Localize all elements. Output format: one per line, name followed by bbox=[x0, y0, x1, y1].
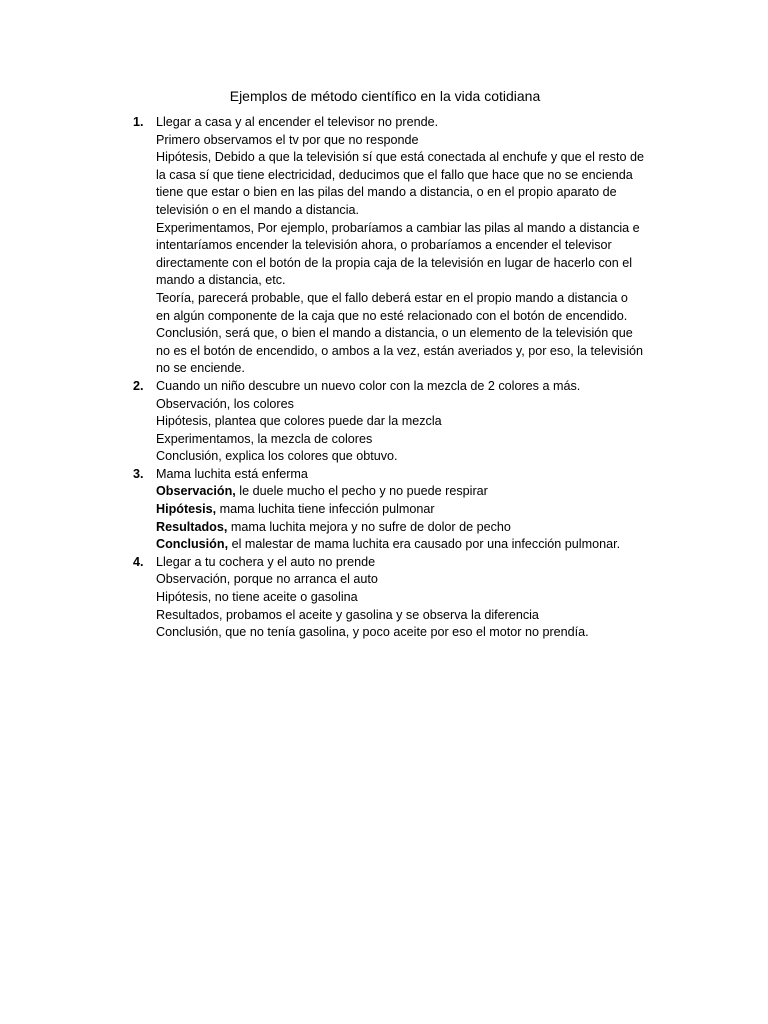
example-number: 3. bbox=[133, 466, 144, 481]
example-line-labeled bbox=[156, 536, 663, 554]
step-label: Observación, bbox=[156, 484, 236, 499]
example-line: Observación, los colores bbox=[156, 396, 294, 411]
example-line: Resultados, probamos el aceite y gasolina y se observa la diferencia bbox=[156, 607, 539, 622]
example-line: directamente con el botón de la propia caja de la televisión en lugar de hacerlo con el bbox=[156, 255, 633, 270]
example-line: Conclusión, será que, o bien el mando a distancia, o un elemento de la televisión que bbox=[156, 326, 633, 341]
example-line-labeled bbox=[156, 501, 663, 519]
step-label: Resultados, bbox=[156, 519, 228, 534]
example-line: Hipótesis, no tiene aceite o gasolina bbox=[156, 590, 358, 605]
example-line: en algún componente de la caja que no esté relacionado con el botón de encendido. bbox=[156, 308, 628, 323]
example-line-labeled bbox=[156, 483, 663, 501]
example-line: Observación, porque no arranca el auto bbox=[156, 572, 378, 587]
step-label: Conclusión, bbox=[156, 537, 229, 552]
example-item bbox=[133, 378, 663, 466]
example-line: intentaríamos encender la televisión ahora, o probaríamos a encender el televisor bbox=[156, 238, 612, 253]
examples-list bbox=[133, 114, 663, 642]
example-item bbox=[133, 466, 663, 554]
example-number: 1. bbox=[133, 115, 144, 129]
example-line: tiene que estar o bien en las pilas del mando a distancia, o en el propio aparato de bbox=[156, 185, 617, 200]
step-text: mama luchita tiene infección pulmonar bbox=[216, 502, 435, 517]
step-text: el malestar de mama luchita era causado por una infección pulmonar. bbox=[228, 537, 621, 552]
document-title-text: Ejemplos de método científico en la vida cotidiana bbox=[229, 88, 541, 104]
example-number: 2. bbox=[133, 378, 144, 393]
example-line: Experimentamos, la mezcla de colores bbox=[156, 431, 373, 446]
example-line: Experimentamos, Por ejemplo, probaríamos a cambiar las pilas al mando a distancia e bbox=[156, 220, 640, 235]
step-text: le duele mucho el pecho y no puede respirar bbox=[235, 484, 488, 499]
step-label: Hipótesis, bbox=[156, 502, 217, 517]
example-line: Hipótesis, plantea que colores puede dar la mezcla bbox=[156, 414, 442, 429]
document-title bbox=[0, 86, 768, 106]
example-line: Teoría, parecerá probable, que el fallo deberá estar en el propio mando a distancia o bbox=[156, 290, 628, 305]
example-line: televisión o en el mando a distancia. bbox=[156, 202, 360, 217]
example-line: Conclusión, explica los colores que obtuvo. bbox=[156, 449, 398, 464]
example-line: Llegar a tu cochera y el auto no prende bbox=[156, 554, 376, 569]
example-line: Cuando un niño descubre un nuevo color con la mezcla de 2 colores a más. bbox=[156, 378, 581, 393]
example-number: 4. bbox=[133, 554, 144, 569]
example-line: Primero observamos el tv por que no responde bbox=[156, 132, 419, 147]
example-item bbox=[133, 114, 663, 378]
example-line: no se enciende. bbox=[156, 361, 245, 376]
example-line: no es el botón de encendido, o ambos a la vez, están averiados y, por eso, la televisión bbox=[156, 343, 644, 358]
example-line: mando a distancia, etc. bbox=[156, 273, 286, 288]
example-line: Mama luchita está enferma bbox=[156, 466, 308, 481]
example-line: Hipótesis, Debido a que la televisión sí que está conectada al enchufe y que el resto de bbox=[156, 150, 644, 165]
step-text: mama luchita mejora y no sufre de dolor de pecho bbox=[227, 519, 511, 534]
example-item bbox=[133, 554, 663, 642]
example-line: Llegar a casa y al encender el televisor no prende. bbox=[156, 115, 439, 129]
example-line: Conclusión, que no tenía gasolina, y poco aceite por eso el motor no prendía. bbox=[156, 625, 589, 640]
example-line: la casa sí que tiene electricidad, deducimos que el fallo que hace que no se encienda bbox=[156, 167, 633, 182]
example-line-labeled bbox=[156, 519, 663, 537]
